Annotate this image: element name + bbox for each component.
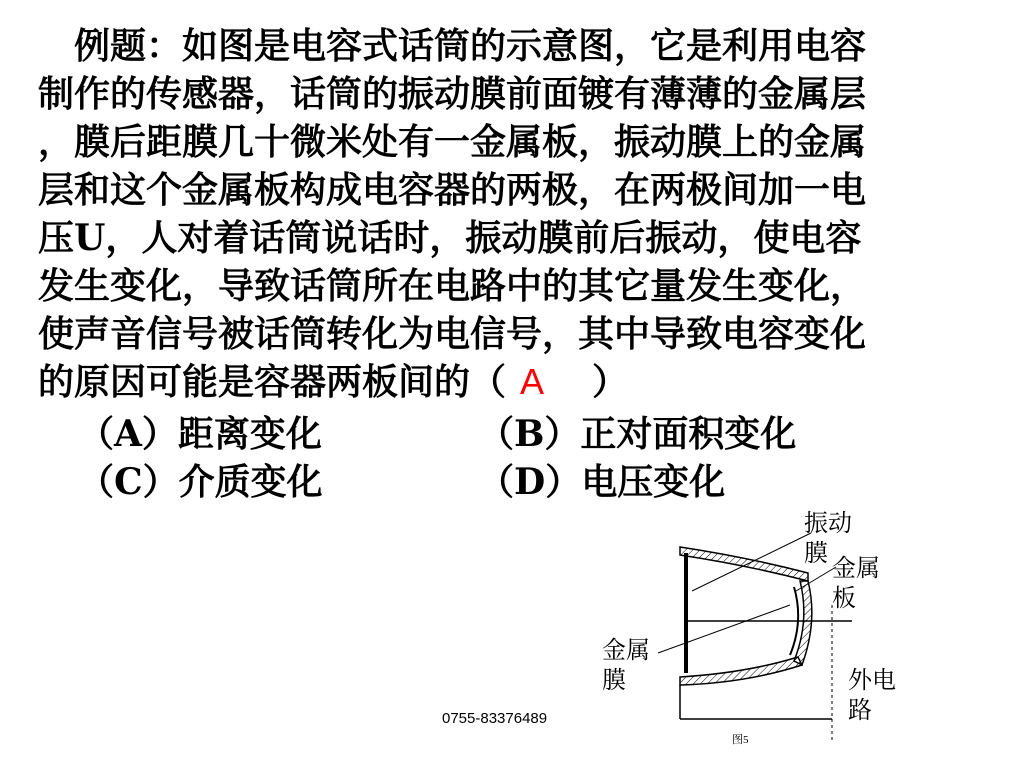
question-line: 使声音信号被话筒转化为电信号，其中导致电容变化 <box>38 313 867 355</box>
figure-caption: 图5 <box>732 734 749 746</box>
answer-text: A <box>520 361 545 402</box>
label-line: 膜 <box>602 666 626 694</box>
question-line: 制作的传感器，话筒的振动膜前面镀有薄薄的金属层 <box>38 73 867 115</box>
question-line-suffix: ） <box>592 361 629 403</box>
label-circuit <box>848 665 896 725</box>
label-metal-film <box>602 635 650 695</box>
casing-bottom <box>680 657 802 685</box>
label-line: 振动 <box>804 509 852 537</box>
question-line: 层和这个金属板构成电容器的两极，在两极间加一电 <box>38 169 867 211</box>
option-d: （D）电压变化 <box>478 461 726 503</box>
label-line: 路 <box>848 696 872 724</box>
casing-top <box>680 547 808 581</box>
phone-number: 0755-83376489 <box>442 710 548 727</box>
label-line: 金属 <box>602 636 650 664</box>
answer-options <box>78 410 978 506</box>
question-line-prefix: 的原因可能是容器两板间的（ <box>38 361 507 403</box>
label-line: 金属 <box>832 554 880 582</box>
label-line: 外电 <box>848 666 896 694</box>
question-line: 压U，人对着话筒说话时，振动膜前后振动，使电容 <box>38 217 862 259</box>
options-row <box>78 410 978 458</box>
options-row <box>78 458 978 506</box>
question-line: 例题：如图是电容式话筒的示意图，它是利用电容 <box>74 25 867 67</box>
question-last-line <box>38 358 968 406</box>
label-line: 板 <box>832 584 856 612</box>
option-a: （A）距离变化 <box>78 413 322 455</box>
label-plate <box>832 553 880 613</box>
leader-diaphragm <box>692 533 811 591</box>
leader-metal-film <box>658 605 790 653</box>
microphone-diagram <box>596 505 906 760</box>
question-line: ，膜后距膜几十微米处有一金属板，振动膜上的金属 <box>38 121 867 163</box>
option-c: （C）介质变化 <box>78 461 323 503</box>
option-b: （B）正对面积变化 <box>478 413 797 455</box>
label-line: 膜 <box>804 539 828 567</box>
question-text <box>38 22 968 406</box>
question-line: 发生变化，导致话筒所在电路中的其它量发生变化， <box>38 265 867 307</box>
